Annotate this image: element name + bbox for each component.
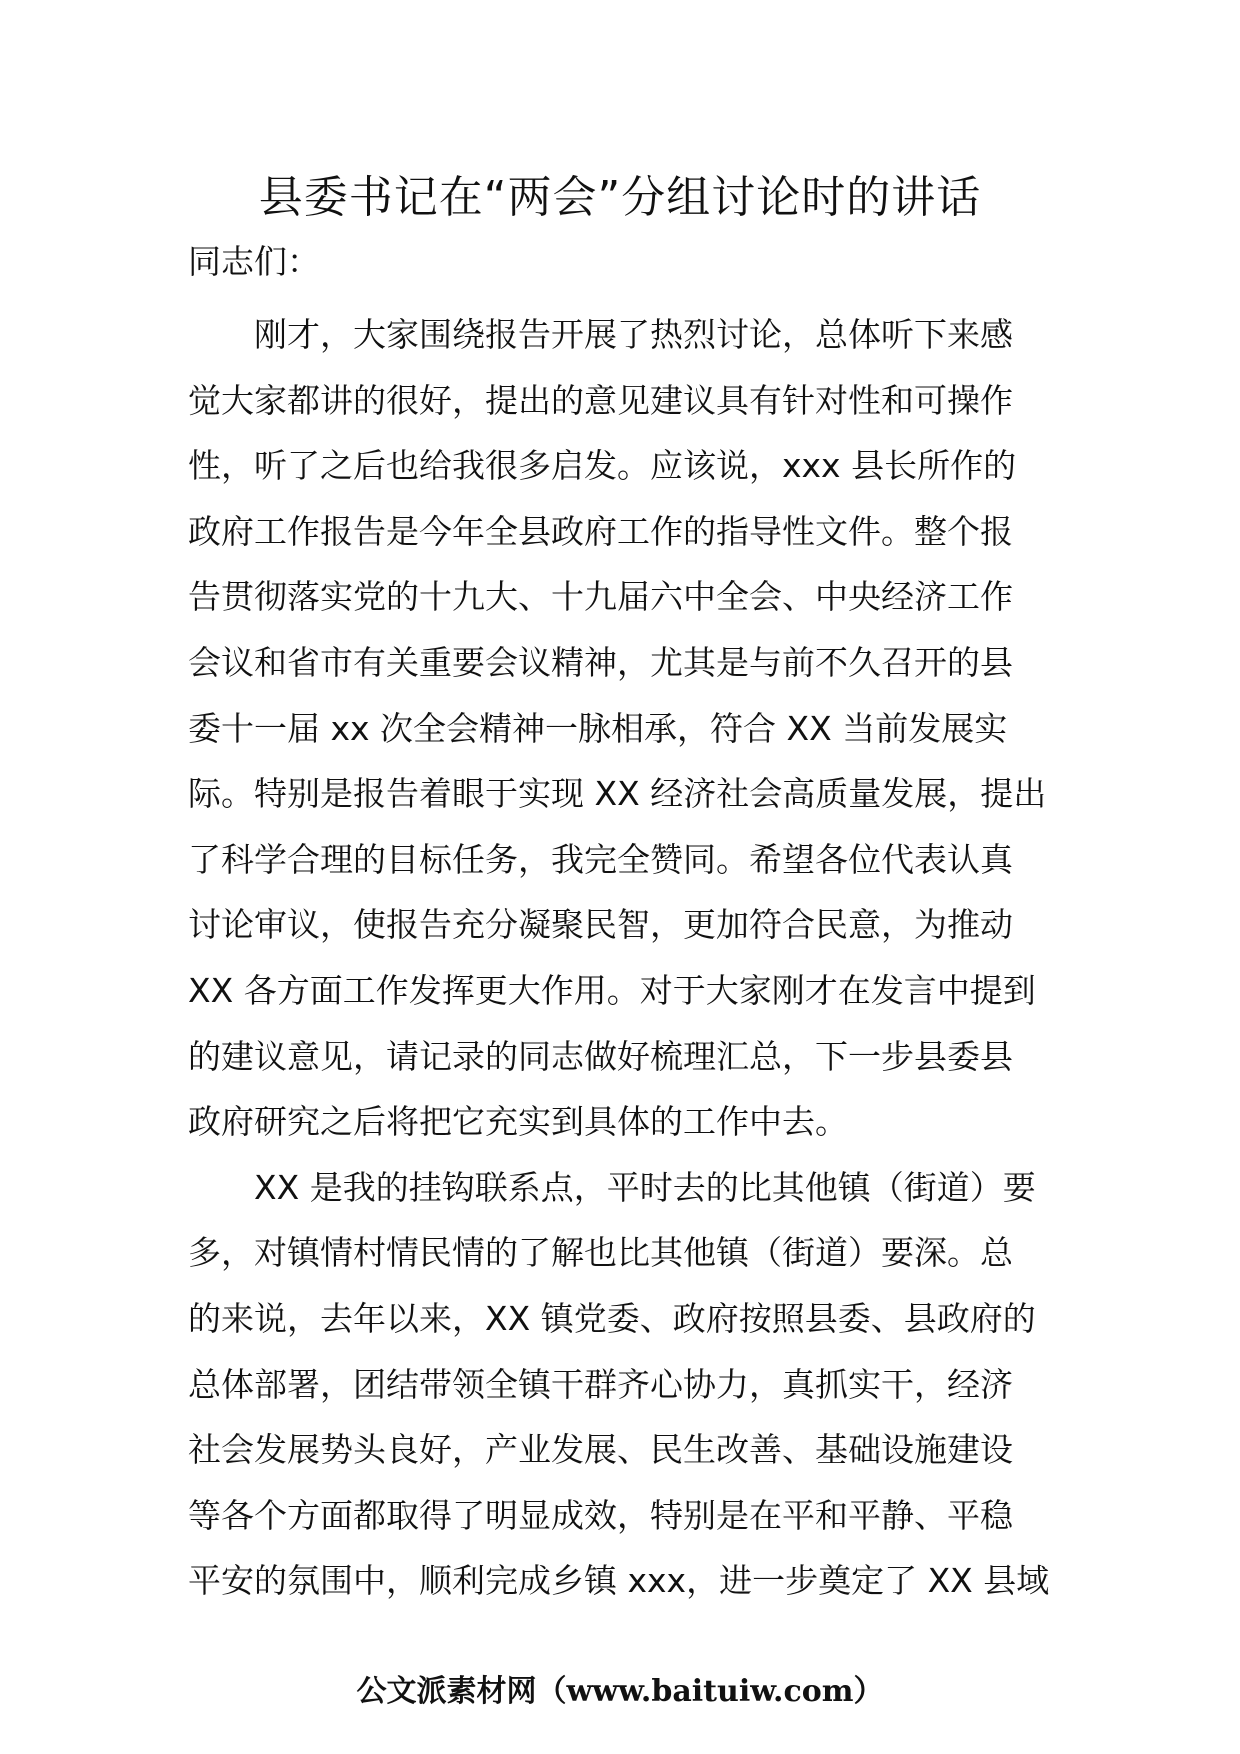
text-line: 刚才，大家围绕报告开展了热烈讨论，总体听下来感 [254, 315, 1013, 354]
document-title: 县委书记在“两会”分组讨论时的讲话 [258, 172, 982, 223]
text-line: 委十一届 xx 次全会精神一脉相承，符合 XX 当前发展实 [188, 708, 1008, 748]
text-line: 等各个方面都取得了明显成效，特别是在平和平静、平稳 [188, 1495, 1013, 1535]
text-line: XX 各方面工作发挥更大作用。对于大家刚才在发言中提到 [188, 970, 1036, 1010]
text-line: 社会发展势头良好，产业发展、民生改善、基础设施建设 [188, 1430, 1013, 1470]
text-line: 的来说，去年以来，XX 镇党委、政府按照县委、县政府的 [188, 1298, 1036, 1338]
text-line: 政府工作报告是今年全县政府工作的指导性文件。整个报 [188, 511, 1013, 551]
text-line: 总体部署，团结带领全镇干群齐心协力，真抓实干，经济 [188, 1364, 1013, 1404]
document-body [188, 302, 1068, 1614]
text-line: 政府研究之后将把它充实到具体的工作中去。 [188, 1102, 848, 1142]
text-line: 觉大家都讲的很好，提出的意见建议具有针对性和可操作 [188, 380, 1013, 420]
footer-watermark: 公文派素材网（www.baituiw.com） [356, 1674, 884, 1709]
salutation: 同志们： [188, 242, 320, 281]
text-line: 告贯彻落实党的十九大、十九届六中全会、中央经济工作 [188, 577, 1013, 617]
text-line: 性，听了之后也给我很多启发。应该说，xxx 县长所作的 [188, 446, 1017, 486]
text-line: 际。特别是报告着眼于实现 XX 经济社会高质量发展，提出 [188, 774, 1047, 814]
text-line: 的建议意见，请记录的同志做好梳理汇总，下一步县委县 [188, 1036, 1013, 1076]
text-line: 了科学合理的目标任务，我完全赞同。希望各位代表认真 [188, 839, 1013, 879]
text-line: 平安的氛围中，顺利完成乡镇 xxx，进一步奠定了 XX 县域 [188, 1561, 1050, 1601]
text-line: XX 是我的挂钩联系点，平时去的比其他镇（街道）要 [254, 1167, 1036, 1207]
text-line: 会议和省市有关重要会议精神，尤其是与前不久召开的县 [188, 642, 1013, 682]
text-line: 讨论审议，使报告充分凝聚民智，更加符合民意，为推动 [188, 905, 1013, 945]
text-line: 多，对镇情村情民情的了解也比其他镇（街道）要深。总 [188, 1233, 1013, 1273]
